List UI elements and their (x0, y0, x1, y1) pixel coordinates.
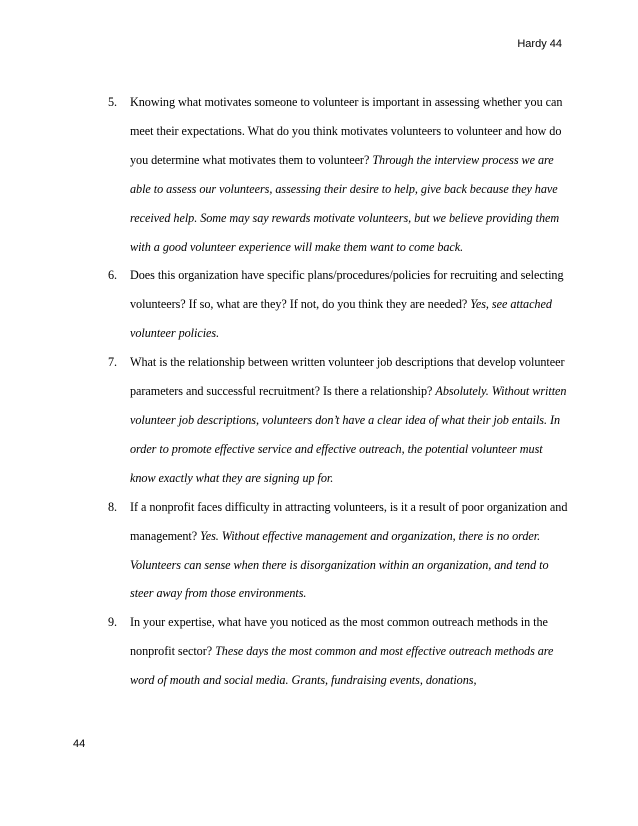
question-list (108, 88, 568, 695)
answer-text: Absolutely. Without written volunteer job descriptions, volunteers don’t have a clear idea of what their job entails. In order to promote effective service and effective outreach, the potential volunteer must know exactly what they are signing up for. (130, 384, 567, 485)
answer-text: Yes, see attached volunteer policies. (130, 297, 552, 341)
running-header: Hardy 44 (517, 38, 562, 50)
item-number: 5. (108, 95, 118, 109)
answer-text: Through the interview process we are able to assess our volunteers, assessing their desire to help, give back because they have received help. Some may say rewards motivate volunteers, but we believe providing them with a good volunteer experience will make them want to come back. (130, 152, 560, 254)
list-item (108, 608, 568, 695)
question-text: Does this organization have specific plans/procedures/policies for recruiting and selecting volunteers? If so, what are they? If not, do you think they are needed? (130, 268, 564, 312)
list-item (108, 261, 568, 348)
item-number: 9. (108, 615, 118, 630)
item-number: 6. (108, 268, 118, 283)
question-text: What is the relationship between written volunteer job descriptions that develop volunteer parameters and successful recruitment? Is there a relationship? (130, 355, 565, 399)
answer-text: These days the most common and most effective outreach methods are word of mouth and social media. Grants, fundraising events, donations, (130, 644, 554, 688)
question-text: Knowing what motivates someone to volunteer is important in assessing whether you can meet their expectations. What do you think motivates volunteers to volunteer and how do you determine what motivates them to volunteer? (130, 95, 563, 167)
question-text: If a nonprofit faces difficulty in attracting volunteers, is it a result of poor organization and management? (130, 499, 568, 543)
answer-text: Yes. Without effective management and organization, there is no order. Volunteers can sense when there is disorganization within an organization, and tend to steer away from those environments. (130, 528, 549, 601)
item-number: 8. (108, 499, 118, 514)
list-item (108, 348, 568, 493)
item-number: 7. (108, 355, 118, 370)
list-item (108, 493, 568, 609)
question-text: In your expertise, what have you noticed as the most common outreach methods in the nonprofit sector? (130, 615, 548, 659)
list-item (108, 88, 568, 261)
page-number: 44 (73, 738, 86, 750)
